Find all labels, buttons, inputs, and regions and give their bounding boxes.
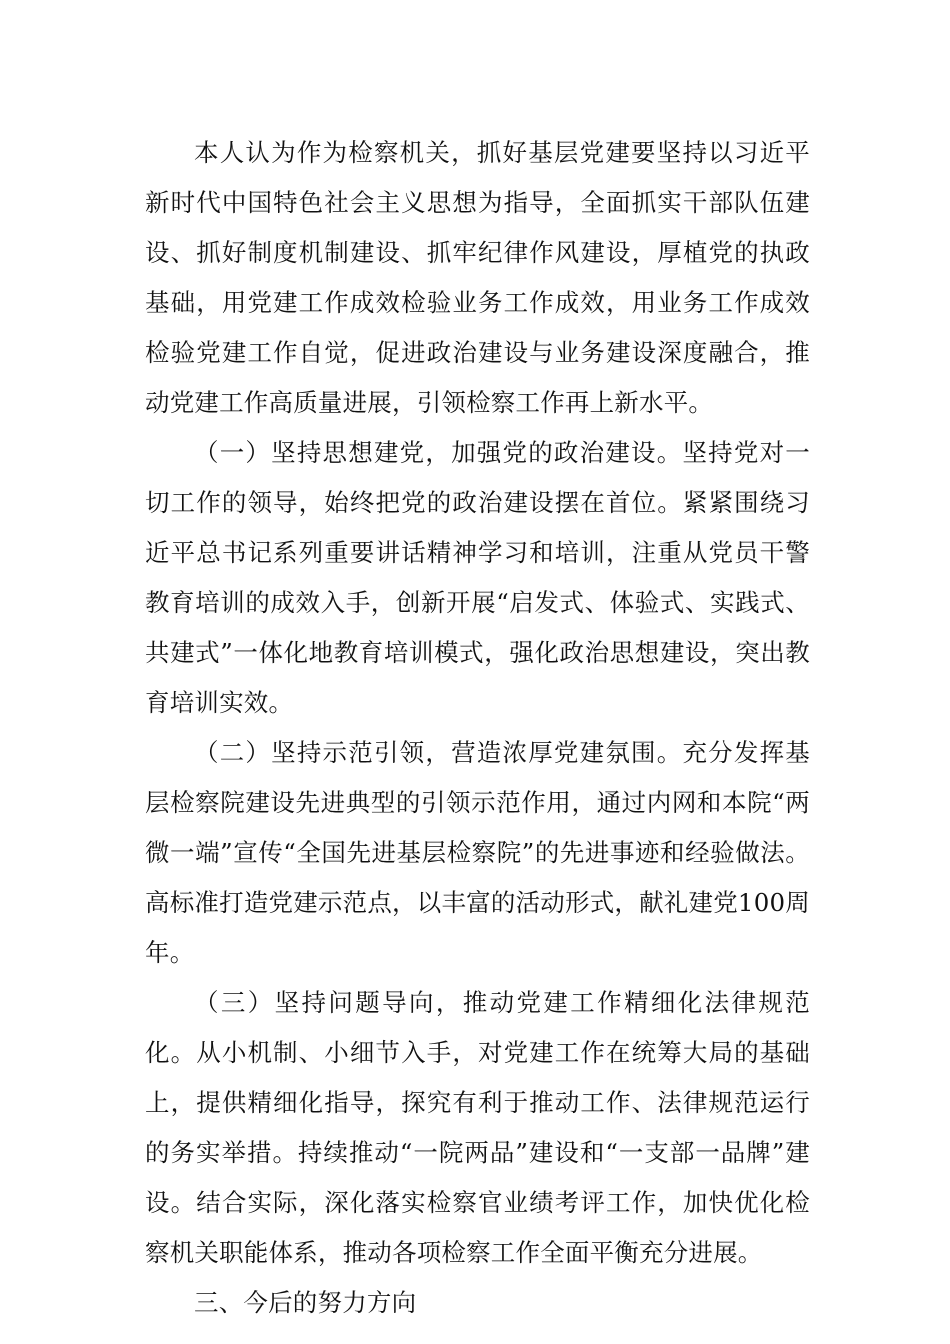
point-three-paragraph: （三）坚持问题导向，推动党建工作精细化法律规范化。从小机制、小细节入手，对党建工作在统筹大局的基础上，提供精细化指导，探究有利于推动工作、法律规范运行的务实举措。持续推动“一院两品”建设和“一支部一品牌”建设。结合实际，深化落实检察官业绩考评工作，加快优化检察机关职能体系，推动各项检察工作全面平衡充分进展。: [145, 988, 810, 1267]
intro-paragraph: 本人认为作为检察机关，抓好基层党建要坚持以习近平新时代中国特色社会主义思想为指导，全面抓实干部队伍建设、抓好制度机制建设、抓牢纪律作风建设，厚植党的执政基础，用党建工作成效检验业务工作成效，用业务工作成效检验党建工作自觉，促进政治建设与业务建设深度融合，推动党建工作高质量进展，引领检察工作再上新水平。: [145, 138, 810, 417]
section-heading: 三、今后的努力方向: [194, 1288, 417, 1317]
point-one-paragraph: （一）坚持思想建党，加强党的政治建设。坚持党对一切工作的领导，始终把党的政治建设摆在首位。紧紧围绕习近平总书记系列重要讲话精神学习和培训，注重从党员干警教育培训的成效入手，创新开展“启发式、体验式、实践式、共建式”一体化地教育培训模式，强化政治思想建设，突出教育培训实效。: [145, 438, 810, 717]
point-two-paragraph: （二）坚持示范引领，营造浓厚党建氛围。充分发挥基层检察院建设先进典型的引领示范作用，通过内网和本院“两微一端”宣传“全国先进基层检察院”的先进事迹和经验做法。高标准打造党建示范点，以丰富的活动形式，献礼建党100周年。: [145, 738, 810, 967]
document-body: [145, 128, 810, 1328]
